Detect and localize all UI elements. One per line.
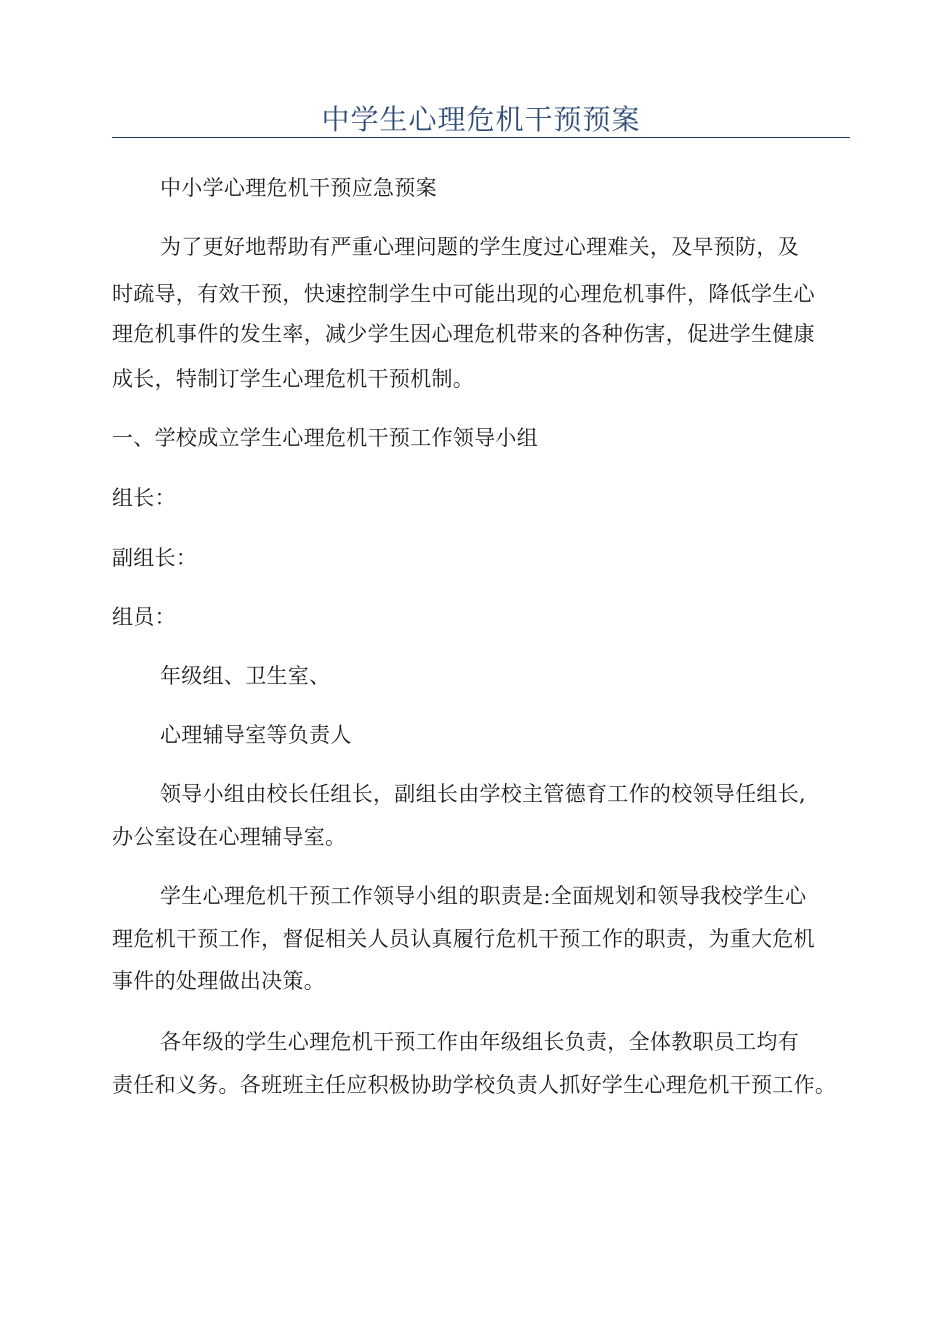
duties-line-2: 理危机干预工作，督促相关人员认真履行危机干预工作的职责，为重大危机	[112, 927, 815, 951]
document-subtitle: 中小学心理危机干预应急预案	[160, 176, 437, 200]
role-members: 组员：	[112, 605, 176, 629]
grades-line-2: 责任和义务。各班班主任应积极协助学校负责人抓好学生心理危机干预工作。	[112, 1073, 837, 1097]
intro-line-3: 理危机事件的发生率，减少学生因心理危机带来的各种伤害，促进学生健康	[112, 322, 815, 346]
leadership-line-1: 领导小组由校长任组长，副组长由学校主管德育工作的校领导任组长,	[160, 782, 806, 806]
leadership-line-2: 办公室设在心理辅导室。	[112, 825, 347, 849]
title-underline	[112, 137, 850, 138]
role-leader: 组长：	[112, 486, 176, 510]
document-title: 中学生心理危机干预预案	[321, 103, 641, 136]
duties-line-3: 事件的处理做出决策。	[112, 969, 325, 993]
section-heading: 一、学校成立学生心理危机干预工作领导小组	[112, 426, 538, 450]
intro-line-1: 为了更好地帮助有严重心理问题的学生度过心理难关，及早预防，及	[160, 235, 799, 259]
grades-line-1: 各年级的学生心理危机干预工作由年级组长负责，全体教职员工均有	[160, 1030, 799, 1054]
intro-line-4: 成长，特制订学生心理危机干预机制。	[112, 367, 475, 391]
duties-line-1: 学生心理危机干预工作领导小组的职责是:全面规划和领导我校学生心	[160, 884, 807, 908]
role-deputy: 副组长：	[112, 546, 198, 570]
member-line-2: 心理辅导室等负责人	[160, 723, 352, 747]
member-line-1: 年级组、卫生室、	[160, 664, 331, 688]
intro-line-2: 时疏导，有效干预，快速控制学生中可能出现的心理危机事件，降低学生心	[112, 282, 815, 306]
